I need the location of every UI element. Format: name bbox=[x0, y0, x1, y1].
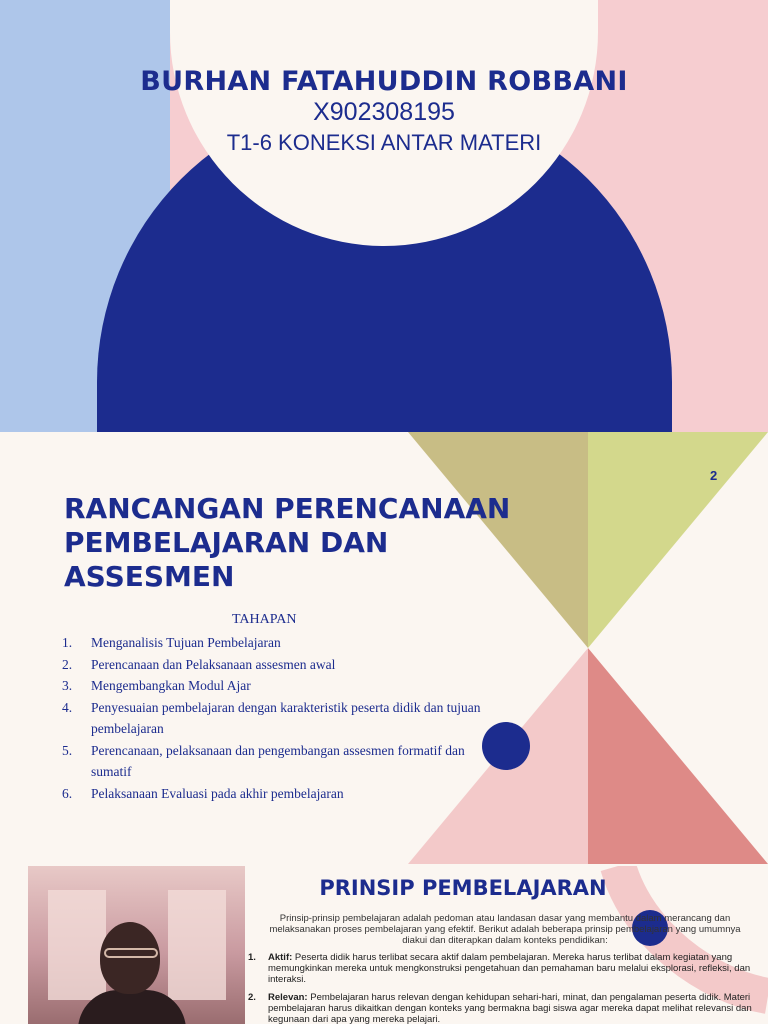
rose-triangle bbox=[588, 648, 768, 864]
step-text: Mengembangkan Modul Ajar bbox=[91, 678, 251, 693]
step-text: Perencanaan, pelaksanaan dan pengembangan assesmen formatif dan sumatif bbox=[91, 742, 465, 779]
list-item bbox=[62, 654, 482, 676]
step-text: Perencanaan dan Pelaksanaan assesmen awal bbox=[91, 656, 336, 672]
topic-title: T1-6 KONEKSI ANTAR MATERI bbox=[226, 130, 542, 155]
principle-text: Pembelajaran harus relevan dengan kehidupan sehari-hari, minat, dan pengalaman peserta didik. Materi pembelajaran harus dikaitkan dengan konteks yang bermakna bagi siswa agar mereka dapat melihat relevansi dan kegunaan dari apa yang mereka pelajari. bbox=[268, 991, 752, 1024]
steps-label: TAHAPAN bbox=[232, 612, 297, 627]
slide-planning bbox=[0, 432, 768, 866]
step-number: 2. bbox=[62, 656, 73, 672]
page-number: 2 bbox=[710, 468, 718, 483]
step-number: 1. bbox=[62, 635, 73, 650]
principle-number: 1. bbox=[248, 952, 256, 963]
list-item bbox=[248, 992, 753, 1024]
lime-triangle bbox=[588, 432, 768, 648]
list-item bbox=[248, 952, 753, 986]
step-number: 3. bbox=[62, 678, 73, 693]
step-text: Penyesuaian pembelajaran dengan karakteristik peserta didik dan tujuan pembelajaran bbox=[91, 699, 481, 736]
list-item bbox=[62, 697, 482, 740]
slide-heading: RANCANGAN PERENCANAAN PEMBELAJARAN DAN ASSESMEN bbox=[64, 492, 511, 593]
steps-list bbox=[62, 632, 482, 804]
author-name: BURHAN FATAHUDDIN ROBBANI bbox=[140, 66, 628, 97]
list-item bbox=[62, 783, 482, 805]
slide-principles bbox=[0, 866, 768, 1024]
intro-paragraph: Prinsip-prinsip pembelajaran adalah pedoman atau landasan dasar yang membantu dalam merancang dan melaksanakan proses pembelajaran yang efektif. Berikut adalah beberapa prinsip pembelajaran yang umumnya diakui dan diterapkan dalam konteks pendidikan: bbox=[269, 913, 741, 946]
principle-text: Peserta didik harus terlibat secara aktif dalam pembelajaran. Mereka harus terlibat dalam kegiatan yang memungkinkan mereka untuk mengkonstruksi pengetahuan dan pemahaman baru melalui eksplorasi, refleksi, dan interaksi. bbox=[268, 952, 751, 986]
step-number: 5. bbox=[62, 742, 73, 758]
slide-heading: PRINSIP PEMBELAJARAN bbox=[319, 876, 607, 900]
list-item bbox=[62, 675, 482, 697]
principles-list bbox=[248, 952, 753, 1024]
principle-number: 2. bbox=[248, 991, 256, 1003]
step-number: 4. bbox=[62, 699, 73, 715]
step-number: 6. bbox=[62, 785, 73, 801]
list-item bbox=[62, 740, 482, 783]
author-id: X902308195 bbox=[313, 98, 455, 126]
slide-title bbox=[0, 0, 768, 432]
principle-term: Aktif: bbox=[268, 952, 293, 963]
step-text: Pelaksanaan Evaluasi pada akhir pembelajaran bbox=[91, 785, 344, 801]
teacher-photo bbox=[28, 866, 245, 1024]
glasses-icon bbox=[104, 948, 158, 958]
navy-dot bbox=[482, 722, 530, 770]
principle-term: Relevan: bbox=[268, 991, 308, 1003]
list-item bbox=[62, 632, 482, 654]
step-text: Menganalisis Tujuan Pembelajaran bbox=[91, 635, 281, 650]
